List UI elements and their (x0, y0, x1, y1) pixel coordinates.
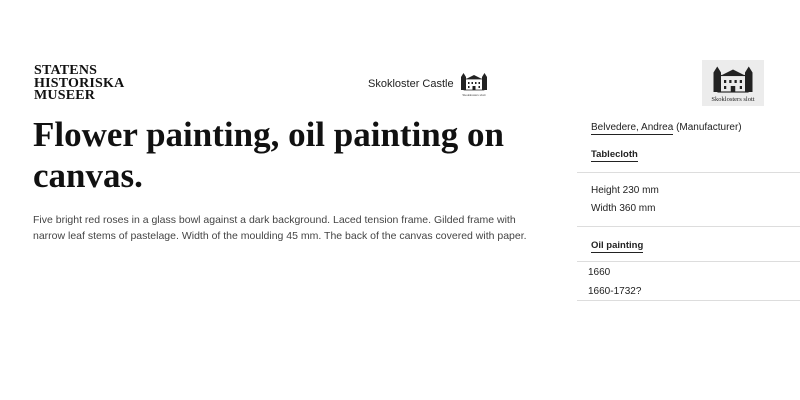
technique-row (591, 240, 800, 251)
logo-line-2: HISTORISKA (34, 75, 125, 91)
date-value: 1660 (588, 267, 611, 278)
skokloster-logo-caption: Skoklosters slott (711, 96, 755, 103)
date-range-value: 1660-1732? (588, 286, 642, 297)
maker-role: (Manufacturer) (676, 122, 742, 133)
maker-row (591, 122, 800, 133)
castle-mini-caption: Skoklosters slott (462, 93, 486, 97)
skokloster-logo[interactable] (702, 60, 764, 106)
castle-link[interactable]: Skokloster Castle (368, 78, 454, 90)
castle-icon (459, 72, 489, 92)
technique-section (577, 227, 800, 262)
category-row (591, 149, 800, 160)
height-value: Height 230 mm (591, 185, 659, 196)
width-value: Width 360 mm (591, 203, 656, 214)
logo-line-1: STATENS (34, 63, 98, 78)
dating-section (577, 262, 800, 301)
castle-mini-logo[interactable] (459, 72, 489, 98)
museum-logo[interactable] (34, 65, 124, 103)
maker-section (577, 118, 800, 173)
object-description: Five bright red roses in a glass bowl against a dark background. Laced tension frame. Gilded frame with narrow leaf stems of pastelage. Width of the moulding 45 mm. The back of the canvas covered with paper. (33, 214, 527, 242)
maker-link[interactable]: Belvedere, Andrea (591, 122, 674, 133)
dimensions-section (577, 173, 800, 227)
object-title: Flower painting, oil painting on canvas. (33, 115, 504, 195)
category-link[interactable]: Tablecloth (591, 149, 638, 160)
object-details-sidebar (577, 118, 800, 301)
technique-link[interactable]: Oil painting (591, 240, 644, 251)
castle-icon (708, 65, 758, 95)
logo-line-3: MUSEER (34, 88, 96, 103)
